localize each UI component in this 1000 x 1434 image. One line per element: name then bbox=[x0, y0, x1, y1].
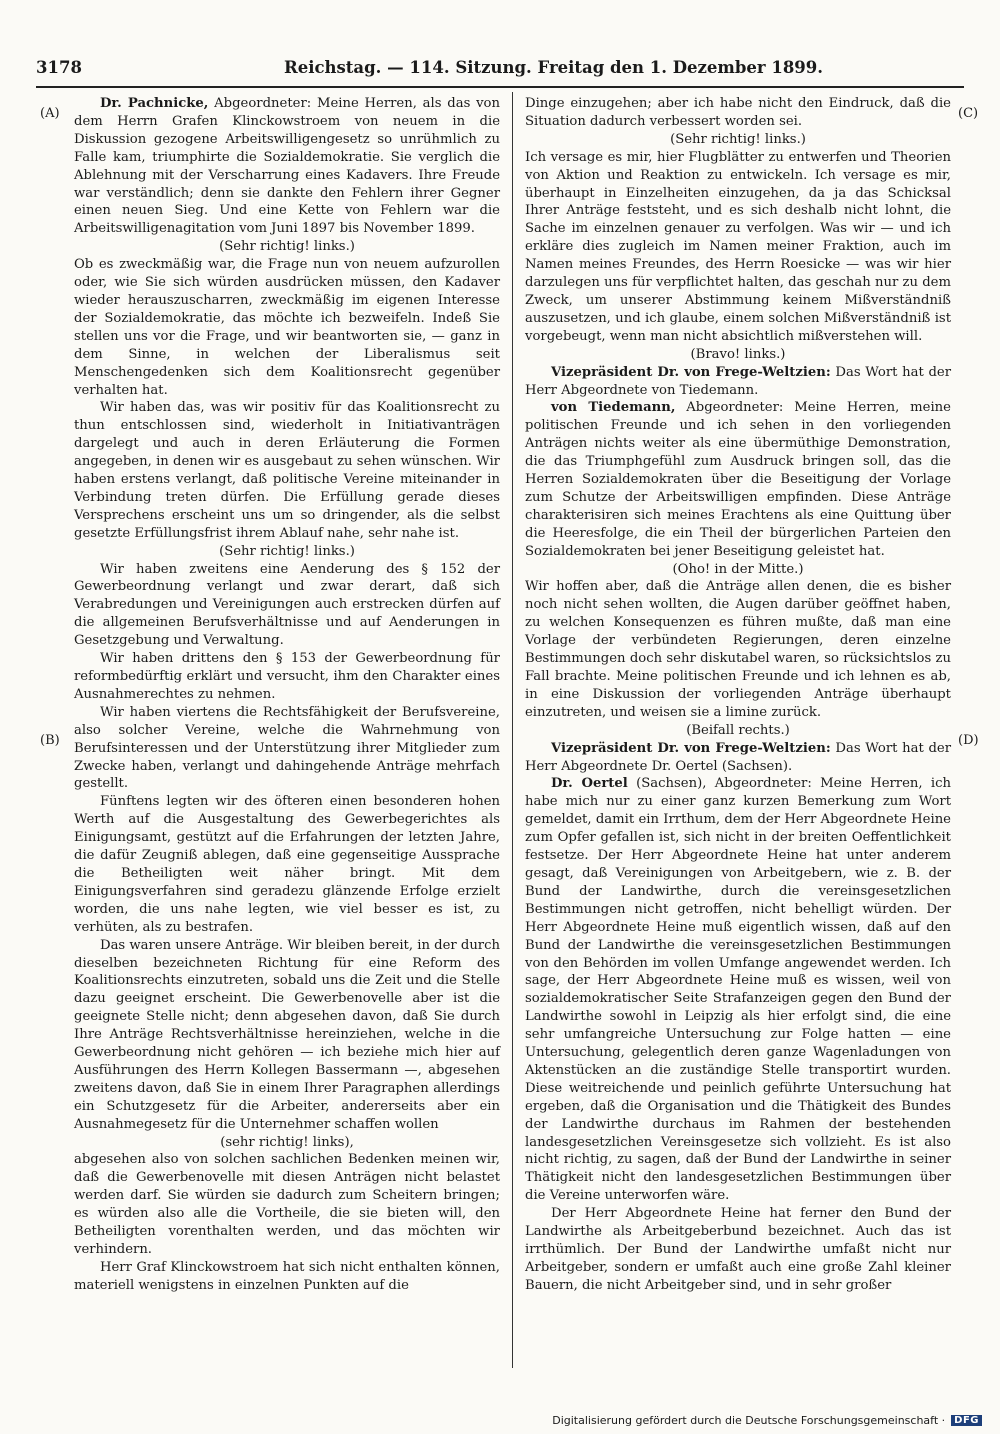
speech-text: (Sachsen), Abgeordneter: Meine Herren, ich habe mich nur zu einer ganz kurzen Bemerkung zum Wort gemeldet, damit ein Irrthum, dem der Herr Abgeordnete Heine zum Opfer gefallen ist, sich nicht in der breiten Oeffentlichkeit festsetze. Der Herr Abgeordnete Heine hat unter anderem gesagt, daß Vereinigungen von Arbeitgebern, wie z. B. der Bund der Landwirthe, durch die vereinsgesetzlichen Bestimmungen nicht getroffen, nicht behelligt würden. Der Herr Abgeordnete Heine muß eigentlich wissen, daß auf den Bund der Landwirthe die vereinsgesetzlichen Bestimmungen von den Behörden im vollen Umfange angewendet werden. Ich sage, der Herr Abgeordnete Heine muß es wissen, weil von sozialdemokratischer Seite Strafanzeigen gegen den Bund der Landwirthe sowohl in Leipzig als hier erfolgt sind, die eine sehr umfangreiche Untersuchung zur Folge hatten — eine Untersuchung, gelegentlich deren ganze Wagenladungen von Aktenstücken an die zuständige Stelle transportirt wurden. Diese weitreichende und peinlich geführte Untersuchung hat ergeben, daß die Organisation und die Thätigkeit des Bundes der Landwirthe durchaus im Rahmen der bestehenden landesgesetzlichen Vereinsgesetze sich vollzieht. Es ist also nicht richtig, zu sagen, daß der Bund der Landwirthe in seiner Thätigkeit nicht den landesgesetzlichen Bestimmungen über die Vereine unterworfen wäre. bbox=[525, 776, 952, 1204]
page-title: Reichstag. — 114. Sitzung. Freitag den 1. Dezember 1899. bbox=[284, 58, 824, 77]
paragraph: Der Herr Abgeordnete Heine hat ferner den Bund der Landwirthe als Arbeitgeberbund bezeichnet. Auch das ist irrthümlich. Der Bund der Landwirthe umfaßt nicht nur Arbeitgeber, sondern er umfaßt auch eine große Zahl kleiner Bauern, die nicht Arbeitgeber sind, und in sehr großer bbox=[525, 1206, 951, 1293]
paragraph: Wir haben drittens den § 153 der Gewerbeordnung für reformbedürftig erklärt und versucht, ihm den Charakter eines Ausnahmerechtes zu nehmen. bbox=[74, 651, 500, 702]
margin-mark-a: (A) bbox=[40, 106, 60, 121]
header-rule bbox=[36, 86, 964, 88]
paragraph: Ich versage es mir, hier Flugblätter zu entwerfen und Theorien von Aktion und Reaktion zu entwickeln. Ich versage es mir, überhaupt in Einzelheiten einzugehen, da ja das Schicksal Ihrer Anträge feststeht, und es sich deshalb nicht lohnt, die Sache im einzelnen genauer zu verfolgen. Was wir — und ich erkläre dies zugleich im Namen meiner Fraktion, auch im Namen meines Freundes, des Herrn Roesicke — was wir hier darzulegen uns für verpflichtet halten, das geschah nur zu dem Zweck, um unserer Abstimmung keinem Mißverständniß auszusetzen, und ich glaube, einem solchen Mißverständniß ist vorgebeugt, wenn man nicht absichtlich mißverstehen will. bbox=[525, 149, 951, 344]
paragraph: Wir haben zweitens eine Aenderung des § 152 der Gewerbeordnung verlangt und zwar derart, daß sich Verabredungen und Vereinigungen auch erstrecken dürfen auf die allgemeinen Berufsverhältnisse und auf Aenderungen in Gesetzgebung und Verwaltung. bbox=[74, 561, 500, 649]
speaker-name: von Tiedemann, bbox=[551, 400, 676, 416]
paragraph: Fünftens legten wir des öfteren einen besonderen hohen Werth auf die Ausgestaltung des Gewerbegerichtes als Einigungsamt, gestützt auf die Erfahrungen der letzten Jahre, die dafür Zeugniß ablegen, daß eine gegenseitige Aussprache die Betheiligten weit näher bringt. Mit dem Einigungsverfahren sind geradezu glänzende Erfolge erzielt worden, die uns nahe legten, wie viel besser es ist, zu verhüten, als zu bestrafen. bbox=[74, 794, 500, 935]
paragraph: Wir hoffen aber, daß die Anträge allen denen, die es bisher noch nicht sehen wollten, die Augen darüber geöffnet haben, zu welchen Konsequenzen es führen mußte, daß man eine Vorlage der verbündeten Regierungen, deren einzelne Bestimmungen doch sehr diskutabel waren, so rücksichtslos zu Fall brachte. Meine politischen Freunde und ich lehnen es ab, in eine Diskussion der vorliegenden Anträge überhaupt einzutreten, und weisen sie a limine zurück. bbox=[525, 579, 951, 720]
interjection: (Bravo! links.) bbox=[690, 346, 786, 362]
speaker-name: Dr. Oertel bbox=[551, 776, 628, 792]
speaker-name: Vizepräsident Dr. von Frege-Weltzien: bbox=[551, 364, 831, 380]
speech-paragraph bbox=[525, 399, 951, 560]
speech-paragraph bbox=[525, 740, 951, 776]
paragraph: Dinge einzugehen; aber ich habe nicht den Eindruck, daß die Situation dadurch verbessert worden sei. bbox=[525, 96, 951, 129]
speech-text: Abgeordneter: Meine Herren, meine politischen Freunde und ich sehen in den vorliegenden Anträgen nichts weiter als eine übermüthige Demonstration, die das Triumphgefühl zum Ausdruck bringen soll, das die Herren Sozialdemokraten über die Beseitigung der Vorlage zum Schutze der Arbeitswilligen empfinden. Diese Anträge charakterisiren sich meines Erachtens als eine Quittung über die Heeresfolge, die ein Theil der bürgerlichen Parteien den Sozialdemokraten bei jener Beseitigung geleistet hat. bbox=[525, 400, 951, 559]
speech-paragraph bbox=[525, 775, 951, 1205]
margin-mark-d: (D) bbox=[958, 733, 979, 748]
speech-text: Das Wort hat der Herr Abgeordnete Dr. Oertel (Sachsen). bbox=[525, 740, 951, 774]
paragraph: Ob es zweckmäßig war, die Frage nun von neuem aufzurollen oder, wie Sie sich würden ausdrücken müssen, den Kadaver wieder herauszuscharren, zweckmäßig im eigenen Interesse der Sozialdemokratie, das möchte ich bezweifeln. Indeß Sie stellen uns vor die Frage, und wir beantworten sie, — ganz in dem Sinne, in welchen der Liberalismus seit Menschengedenken sich dem Koalitionsrecht gegenüber verhalten hat. bbox=[74, 257, 500, 398]
page-header bbox=[36, 58, 964, 82]
margin-mark-c: (C) bbox=[958, 106, 979, 121]
paragraph: Wir haben das, was wir positiv für das Koalitionsrecht zu thun entschlossen sind, wiederholt in Initiativanträgen dargelegt und auch in deren Erläuterung die Formen angegeben, in denen wir es ausgebaut zu sehen wünschen. Wir haben erstens verlangt, daß politische Vereine miteinander in Verbindung treten dürfen. Die Erfüllung gerade dieses Versprechens erscheint uns um so dringender, als die selbst gesetzte Erfüllungsfrist ihrem Ablauf nahe, sehr nahe ist. bbox=[74, 400, 500, 541]
interjection: (Oho! in der Mitte.) bbox=[672, 561, 804, 577]
column-divider bbox=[512, 92, 513, 1368]
speech-paragraph bbox=[74, 95, 500, 238]
interjection: (Sehr richtig! links.) bbox=[670, 131, 806, 147]
dfg-logo: DFG bbox=[951, 1415, 982, 1426]
interjection: (Beifall rechts.) bbox=[686, 722, 790, 738]
paragraph: Herr Graf Klinckowstroem hat sich nicht enthalten können, materiell wenigstens in einzelnen Punkten auf die bbox=[74, 1259, 500, 1293]
paragraph: Das waren unsere Anträge. Wir bleiben bereit, in der durch dieselben bezeichneten Richtung für eine Reform des Koalitionsrechts einzutreten, sobald uns die Zeit und die Stelle dazu geeignet erscheint. Die Gewerbenovelle aber ist die geeignete Stelle nicht; denn abgesehen davon, daß Sie durch Ihre Anträge Rechtsverhältnisse hereinziehen, welche in die Gewerbeordnung nicht gehören — ich beziehe mich hier auf Ausführungen des Herrn Kollegen Bassermann —, abgesehen zweitens davon, daß Sie in einem Ihrer Paragraphen allerdings ein Schutzgesetz für die Arbeiter, andererseits aber ein Ausnahmegesetz für die Unternehmer schaffen wollen bbox=[74, 937, 500, 1132]
paragraph: abgesehen also von solchen sachlichen Bedenken meinen wir, daß die Gewerbenovelle mit diesen Anträgen nicht belastet werden darf. Sie würden sie dadurch zum Scheitern bringen; es würden also alle die Vortheile, die sie bieten will, den Betheiligten vorenthalten werden, und das möchten wir verhindern. bbox=[74, 1152, 500, 1257]
paragraph: Wir haben viertens die Rechtsfähigkeit der Berufsvereine, also solcher Vereine, welche die Wahrnehmung von Berufsinteressen und der Unterstützung ihrer Mitglieder zum Zwecke haben, verlangt und dahingehende Anträge mehrfach gestellt. bbox=[74, 704, 500, 792]
left-column bbox=[74, 95, 500, 1295]
footer-text: Digitalisierung gefördert durch die Deutsche Forschungsgemeinschaft · bbox=[552, 1414, 946, 1427]
speech-text: Abgeordneter: Meine Herren, als das von dem Herrn Grafen Klinckowstroem von neuem in die Diskussion gezogene Arbeitswilligengesetz so unrühmlich zu Falle kam, triumphirte die Sozialdemokratie. Sie verglich die Ablehnung mit der Verscharrung eines Kadavers. Ihre Freude war verständlich; denn sie dankte den Fehlern ihrer Gegner einen neuen Sieg. Und eine Kette von Fehlern war die Arbeitswilligenagitation vom Juni 1897 bis November 1899. bbox=[74, 96, 500, 237]
speech-paragraph bbox=[525, 364, 951, 400]
interjection: (Sehr richtig! links.) bbox=[219, 239, 355, 255]
interjection: (Sehr richtig! links.) bbox=[219, 543, 355, 559]
interjection: (sehr richtig! links), bbox=[220, 1134, 354, 1150]
speaker-name: Vizepräsident Dr. von Frege-Weltzien: bbox=[551, 740, 831, 756]
speaker-name: Dr. Pachnicke, bbox=[100, 96, 209, 111]
right-column bbox=[525, 95, 951, 1295]
page-number: 3178 bbox=[36, 58, 82, 77]
footer bbox=[552, 1414, 982, 1427]
speech-text: Das Wort hat der Herr Abgeordnete von Tiedemann. bbox=[525, 364, 951, 398]
margin-mark-b: (B) bbox=[40, 733, 60, 748]
